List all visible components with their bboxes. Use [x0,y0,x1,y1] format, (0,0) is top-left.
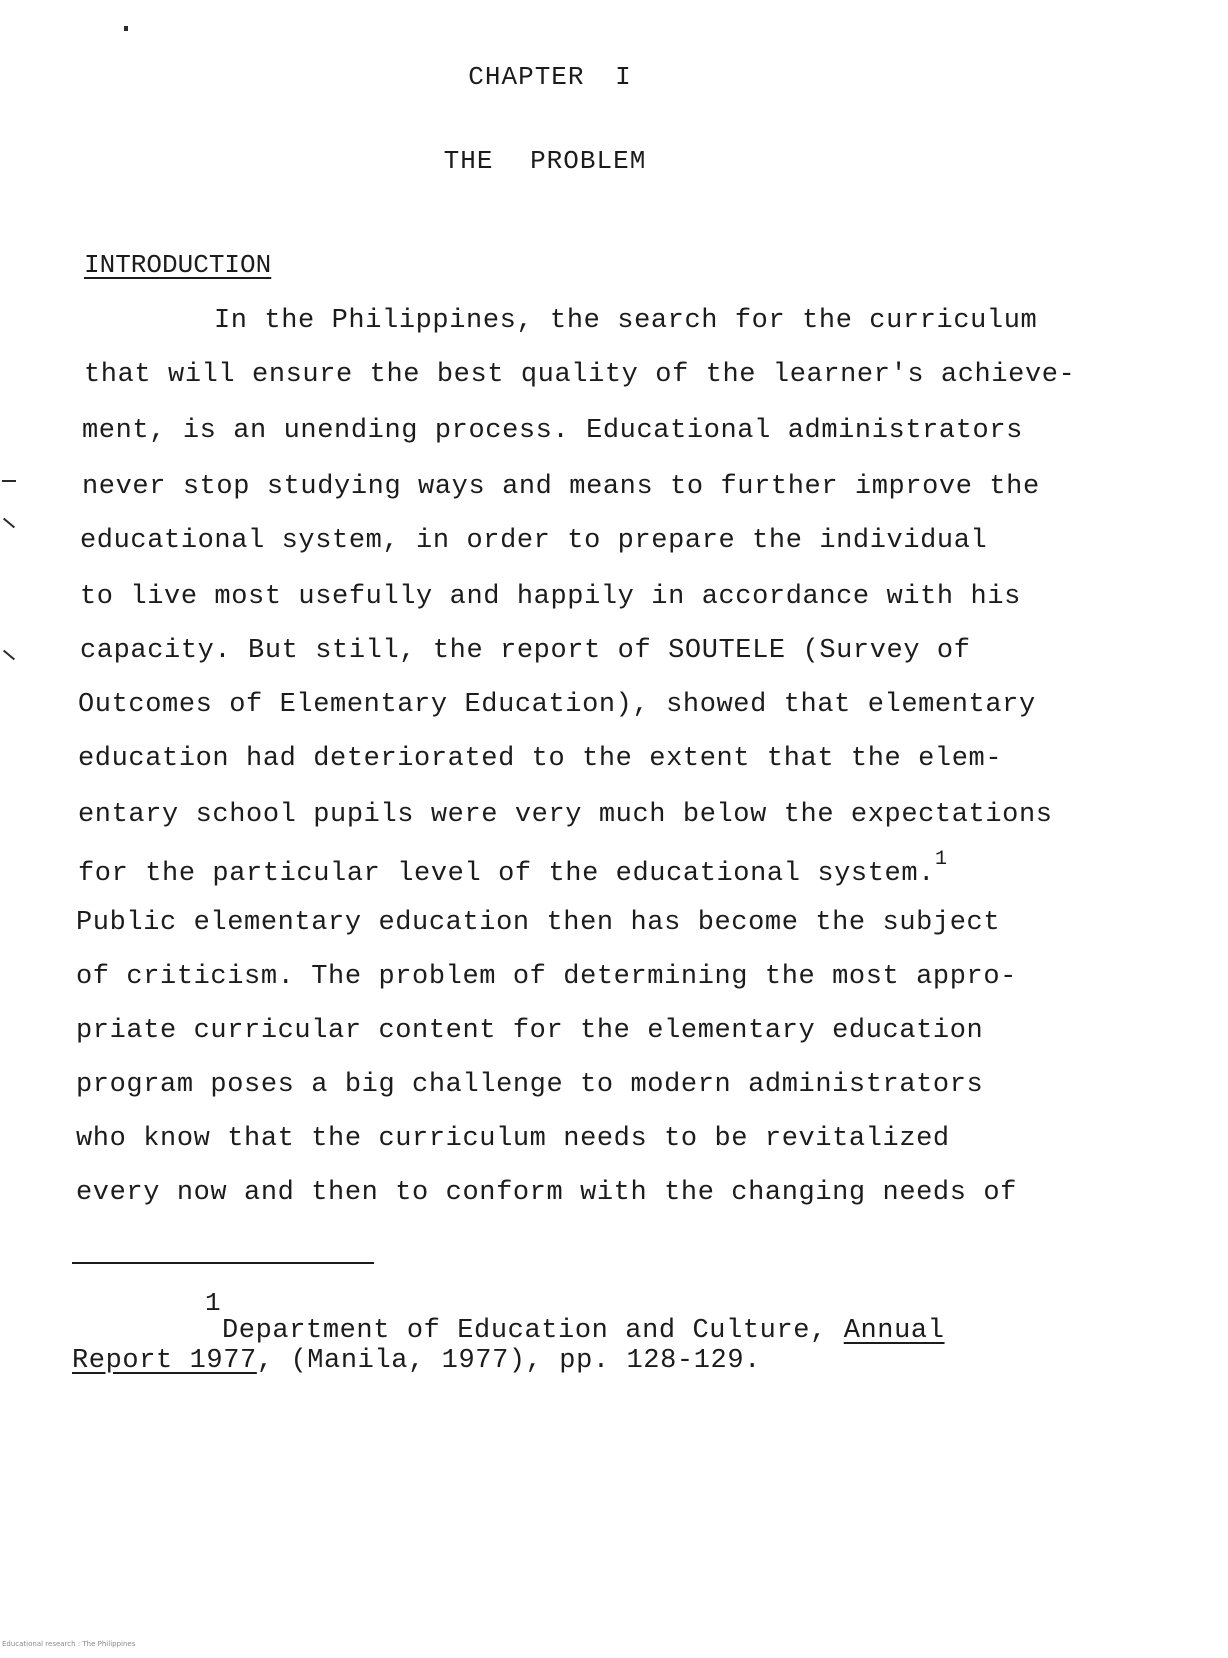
body-line: Outcomes of Elementary Education), showed that elementary [78,690,1036,720]
margin-mark [3,518,15,529]
body-line: of criticism. The problem of determining the most appro- [76,962,1017,992]
section-heading: INTRODUCTION [84,250,272,280]
body-line: entary school pupils were very much below the expectations [78,800,1053,830]
body-line: priate curricular content for the elementary education [76,1016,984,1046]
margin-mark [3,650,15,661]
body-line: ment, is an unending process. Educational administrators [82,416,1023,446]
footnote-text: Department of Education and Culture, [222,1316,844,1346]
footnote-line-1 [222,1316,945,1346]
body-line: program poses a big challenge to modern administrators [76,1070,984,1100]
footnote-report-title: Report 1977 [72,1346,257,1376]
margin-mark [2,480,16,482]
body-line: who know that the curriculum needs to be revitalized [76,1124,950,1154]
footnote-report-title: Annual [843,1316,945,1346]
body-line-with-footnote-ref [78,848,948,889]
body-line: that will ensure the best quality of the learner's achieve- [84,360,1076,390]
body-line: educational system, in order to prepare the individual [80,526,988,556]
footnote-marker: 1 [205,1288,221,1318]
footnote-citation: , (Manila, 1977), pp. 128-129. [256,1346,761,1376]
body-line: Public elementary education then has become the subject [76,908,1001,938]
body-line: to live most usefully and happily in accordance with his [80,582,1021,612]
footnote-line-2 [72,1346,761,1376]
body-line: every now and then to conform with the changing needs of [76,1178,1017,1208]
body-line: never stop studying ways and means to further improve the [82,472,1040,502]
scan-speck [124,26,128,31]
body-line-text: for the particular level of the educational system. [78,859,935,889]
scan-footer-caption: Educational research : The Philippines [2,1640,136,1648]
body-line: education had deteriorated to the extent that the elem- [78,744,1003,774]
body-line: In the Philippines, the search for the curriculum [214,306,1038,336]
body-line: capacity. But still, the report of SOUTELE (Survey of [80,636,971,666]
chapter-heading: CHAPTER I [468,62,632,92]
footnote-separator [72,1262,374,1264]
footnote-reference: 1 [934,848,948,871]
chapter-title: THE PROBLEM [443,146,647,176]
